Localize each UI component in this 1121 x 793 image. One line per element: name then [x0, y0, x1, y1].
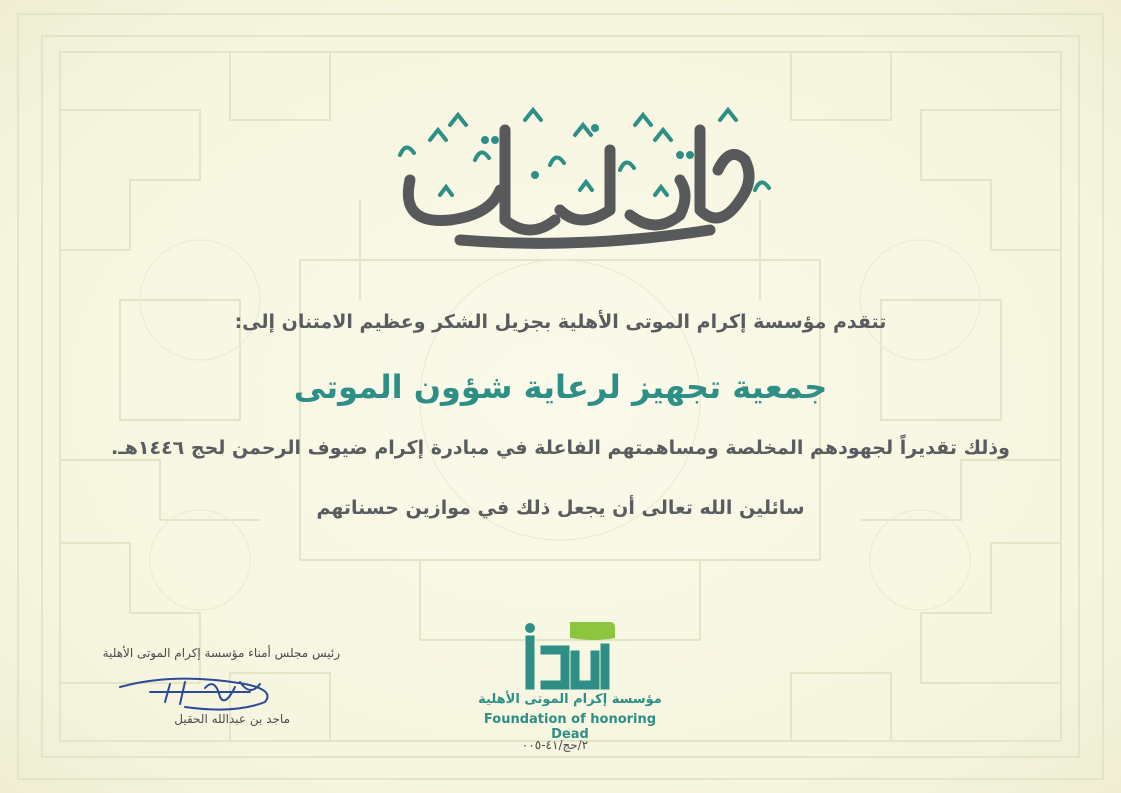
signer-role: رئيس مجلس أمناء مؤسسة إكرام الموتى الأهلية — [102, 646, 340, 660]
organization-logo — [515, 610, 625, 690]
appreciation-text: وذلك تقديراً لجهودهم المخلصة ومساهمتهم الفاعلة في مبادرة إكرام ضيوف الرحمن لحج ١٤٤٦هـ. — [110, 437, 1010, 459]
signature-block — [30, 640, 350, 740]
intro-text: تتقدم مؤسسة إكرام الموتى الأهلية بجزيل الشكر وعظيم الامتنان إلى: — [234, 311, 887, 333]
organization-name-arabic: مؤسسة إكرام الموتى الأهلية — [478, 692, 662, 707]
reference-number: ٢/حج/٤١-٠٠٥ — [521, 738, 589, 752]
organization-name-english: Foundation of honoring Dead — [483, 712, 657, 742]
signature-scribble — [115, 662, 285, 717]
prayer-text: سائلين الله تعالى أن يجعل ذلك في موازين حسناتهم — [316, 497, 805, 519]
recipient-name: جمعية تجهيز لرعاية شؤون الموتى — [293, 368, 828, 406]
organization-logo-block — [465, 604, 675, 764]
signer-name: ماجد بن عبدالله الحقيل — [174, 712, 290, 726]
title-calligraphy — [380, 100, 780, 260]
